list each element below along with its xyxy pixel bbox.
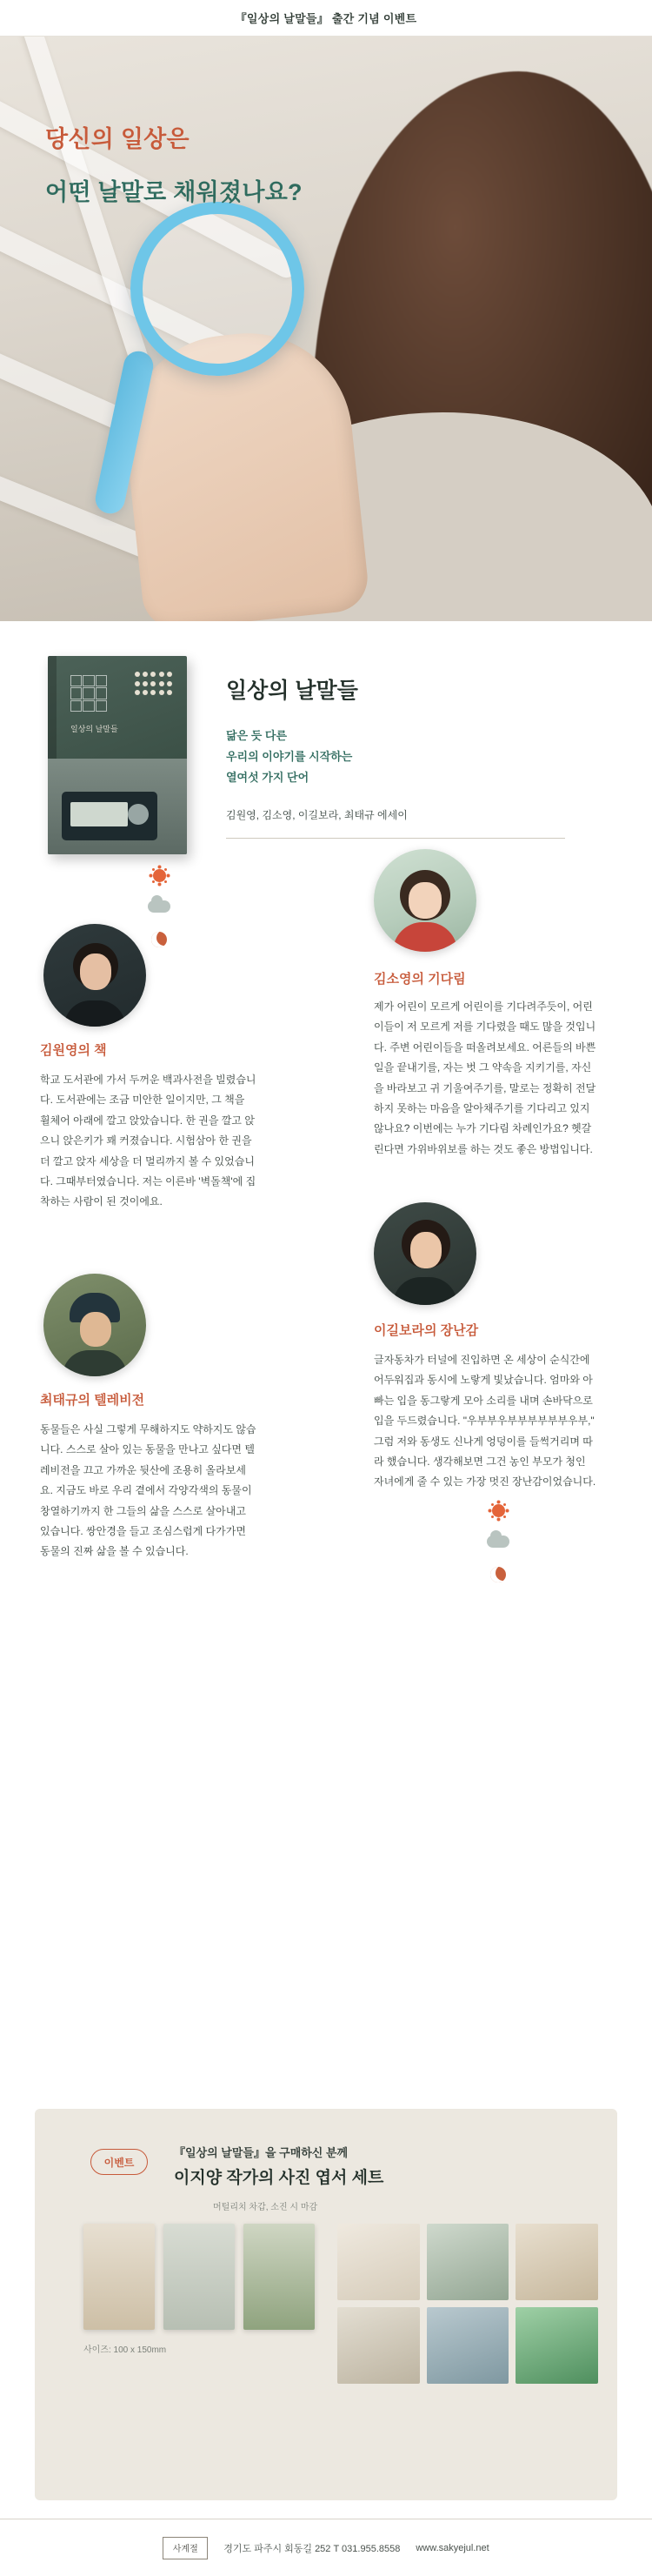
moon-icon (487, 1567, 509, 1589)
sun-icon (148, 869, 170, 892)
event-note: 머털리치 차갑, 소진 시 마감 (213, 2203, 318, 2212)
author-portrait-lee-gilbora (374, 1202, 476, 1305)
moon-icon (148, 932, 170, 954)
book-subtitle (226, 726, 591, 788)
author-name-choi-taegyu: 최태규의 텔레비전 (40, 1393, 145, 1408)
cloud-icon (148, 900, 170, 923)
footer-website[interactable]: www.sakyejul.net (416, 2542, 489, 2553)
weather-icons-left (148, 865, 177, 963)
face-shape (80, 1312, 111, 1347)
footer (0, 2519, 652, 2576)
book-subtitle-line-2: 우리의 이야기를 시작하는 (226, 750, 353, 764)
book-subtitle-line-1: 닮은 듯 다른 (226, 729, 288, 742)
top-banner-text: 『일상의 날말들』 출간 기념 이벤트 (235, 12, 417, 25)
hero-title-line-1: 당신의 일상은 (45, 126, 190, 152)
radio-illustration (62, 792, 157, 840)
photo-6 (516, 2307, 598, 2384)
photo-2 (427, 2224, 509, 2300)
hero-title (45, 120, 303, 207)
author-name-lee-gilbora: 이길보라의 장난감 (374, 1323, 479, 1338)
top-banner (0, 0, 652, 37)
author-text-lee-gilbora: 글자동차가 터널에 진입하면 온 세상이 순식간에 어두워집과 동시에 노랗게 빛났습니다. 엄마와 아빠는 입을 동그랗게 모아 소리를 내며 손바닥으로 입을 두드렸습니다. "우부부우부부부부부부우부," 그럼 저와 동생도 신나게 엉덩이를 들썩거리며 따라 했습니다. 생각해보면 그건 농인 부모가 청인 자녀에게 줄 수 있는 가장 멋진 장난감이었습니다. (374, 1354, 596, 1489)
face-shape (409, 882, 442, 919)
weather-icons-right (487, 1500, 516, 1598)
postcard-1 (83, 2224, 155, 2330)
postcard-set (83, 2224, 318, 2330)
photo-grid (337, 2224, 598, 2384)
author-name-kim-wonyoung: 김원영의 책 (40, 1043, 107, 1058)
author-portrait-kim-soyoung (374, 849, 476, 952)
cover-grid-motif (70, 675, 107, 712)
book-title: 일상의 날말들 (226, 679, 358, 703)
book-authors: 김원영, 김소영, 이길보라, 최태규 에세이 (226, 809, 408, 822)
hero-title-line-2: 어떤 날말로 채워졌나요? (45, 179, 303, 205)
author-text-choi-taegyu: 동물들은 사실 그렇게 무해하지도 약하지도 않습니다. 스스로 살아 있는 동물을 만나고 싶다면 텔레비전을 끄고 가까운 뒷산에 조용히 올라보세요. 지금도 바로 우리 곁에서 각양각색의 동물이 창열하기까지 한 그들의 삶을 스스로 살아내고 있습니다. 쌍안경을 들고 조심스럽게 다가가면 동물의 진짜 삶을 볼 수 있습니다. (40, 1423, 256, 1558)
postcard-size-note: 사이즈: 100 x 150mm (83, 2345, 167, 2355)
event-heading-line-2: 이지양 작가의 사진 엽서 세트 (174, 2169, 384, 2187)
face-shape (410, 1232, 442, 1268)
postcard-2 (163, 2224, 235, 2330)
publisher-logo: 사계절 (163, 2537, 208, 2559)
author-name-kim-soyoung: 김소영의 기다림 (374, 972, 466, 987)
photo-5 (427, 2307, 509, 2384)
book-subtitle-line-3: 열여섯 가지 단어 (226, 771, 309, 785)
photo-4 (337, 2307, 420, 2384)
event-heading-line-1: 『일상의 날말들』을 구매하신 분께 (174, 2146, 349, 2159)
author-text-kim-soyoung: 제가 어린이 모르게 어린이를 기다려주듯이, 어린이들이 저 모르게 저를 기다렸을 때도 많을 것입니다. 주변 어린이들을 떠올려보세요. 어른들의 바쁜 일을 끝내기를, 자는 벗 그 약속을 지키기를, 자신을 바라보고 귀 기울여주기를, 말로는 정확히 전달하지 못하는 마음을 알아채주기를 기다리고 있지 않나요? 이번에는 누가 기다림 차례인가요? 헷갈린다면 가위바위보를 하는 것도 좋은 방법입니다. (374, 1000, 596, 1155)
book-intro-section (0, 621, 652, 839)
sun-icon (487, 1504, 509, 1527)
magnifier-icon (130, 202, 304, 376)
postcard-3 (243, 2224, 315, 2330)
photo-3 (516, 2224, 598, 2300)
author-portrait-kim-wonyoung (43, 924, 146, 1027)
footer-address: 경기도 파주시 회동길 252 T 031.955.8558 (223, 2543, 401, 2554)
cover-title-text: 일상의 날말들 (70, 725, 118, 733)
book-cover-image (48, 656, 187, 854)
author-portrait-choi-taegyu (43, 1274, 146, 1376)
author-text-kim-wonyoung: 학교 도서관에 가서 두꺼운 백과사전을 빌렸습니다. 도서관에는 조금 미안한 일이지만, 그 책을 휠체어 아래에 깔고 앉았습니다. 한 권을 깔고 앉으니 앉은키가 꽤 커졌습니다. 시험삼아 한 권을 더 깔고 앉자 세상을 더 멀리까지 볼 수 있었습니다. 그때부터였습니다. 저는 이른바 '벽돌책'에 집착하는 사람이 된 것이에요. (40, 1074, 256, 1208)
face-shape (80, 953, 111, 990)
event-section (35, 2109, 617, 2500)
event-badge: 이벤트 (90, 2149, 148, 2175)
author-sections (0, 839, 652, 1587)
photo-1 (337, 2224, 420, 2300)
cover-dots-motif (135, 672, 173, 698)
cloud-icon (487, 1536, 509, 1558)
book-info (226, 673, 591, 839)
hero-section (0, 37, 652, 621)
